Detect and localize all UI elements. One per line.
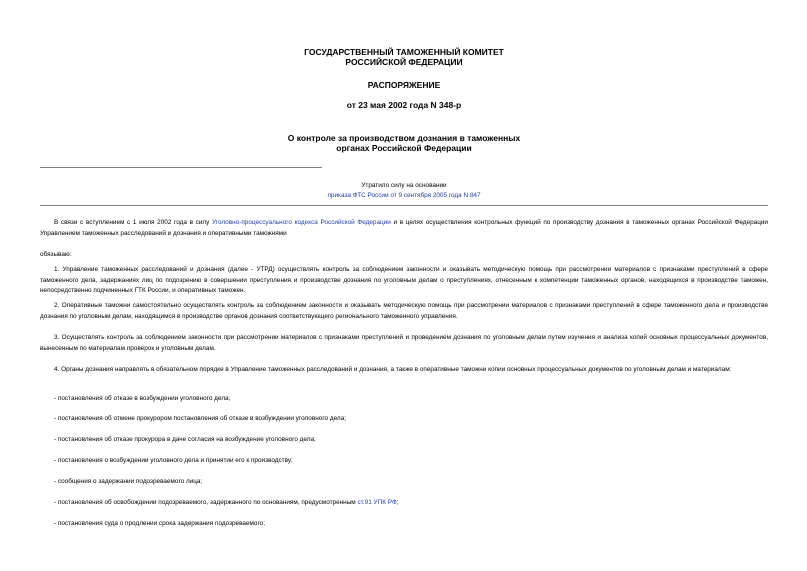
- point-2: 2. Оперативные таможни самостоятельно осуществлять контроль за соблюдением законности и оказывать методическую помощь при рассмотрении материалов с признаками преступлений в сфере таможенного дела и производстве дознания по уголовным делам, находящимся в производстве органов дознания соответствующего регионального таможенного управления.: [40, 302, 768, 320]
- committee-line-1: ГОСУДАРСТВЕННЫЙ ТАМОЖЕННЫЙ КОМИТЕТ: [304, 47, 504, 57]
- status-text: Утратило силу на основании: [361, 182, 447, 189]
- intro-before-link: В связи с вступлением с 1 июля 2002 года в силу: [54, 219, 212, 226]
- article-91-link[interactable]: ст.91 УПК РФ: [357, 499, 397, 506]
- point-3: 3. Осуществлять контроль за соблюдением законности при рассмотрении материалов с признаками преступлений и проведением дознания по уголовным делам путем изучения и анализа копий основных процессуальных документов, вынесенным по материалам проверок и уголовным делам.: [40, 334, 768, 352]
- list-item: - постановления об отмене прокурором постановления об отказе в возбуждении уголовного дела;: [54, 415, 346, 422]
- document-title: [40, 133, 768, 153]
- full-divider: [40, 205, 768, 206]
- list-item-before-link: - постановления об освобождении подозреваемого, задержанного по основаниям, предусмотренным: [54, 499, 358, 506]
- list-item: - постановления об отказе в возбуждении уголовного дела;: [54, 395, 231, 402]
- upk-link[interactable]: Уголовно-процессуального кодекса Российской Федерации: [211, 219, 391, 226]
- list-item: - постановления суда о продлении срока задержания подозреваемого;: [54, 520, 266, 527]
- status-link[interactable]: приказа ФТС России от 9 сентября 2005 года N 847: [327, 192, 481, 199]
- short-divider: [40, 167, 322, 168]
- point-1: 1. Управление таможенных расследований и дознания (далее - УТРД) осуществлять контроль за соблюдением законности и оказывать методическую помощь при рассмотрении материалов с признаками преступлений в сфере таможенного дела, задержаниях лиц по подозрению в совершении преступления и производстве дознания по уголовным делам о преступлениях, отнесенным к компетенции таможенных органов, находящихся в производстве таможен, непосредственно подчиненных ГТК России, и оперативных таможен.: [40, 266, 768, 294]
- title-line-2: органах Российской Федерации: [336, 143, 472, 153]
- list-item-with-link: [54, 498, 768, 508]
- intro-after-link: и в целях осуществления контрольных функций по производству дознания в таможенных органах Российской Федерации Управлением таможенных расследований и дознания и оперативными таможнями: [40, 219, 768, 237]
- doc-type: РАСПОРЯЖЕНИЕ: [367, 80, 441, 90]
- list-item: - сообщения о задержании подозреваемого лица;: [54, 478, 203, 485]
- doc-date: от 23 мая 2002 года N 348-р: [346, 100, 462, 110]
- list-item-after-link: ;: [396, 499, 399, 506]
- title-line-1: О контроле за производством дознания в таможенных: [287, 133, 521, 143]
- intro-paragraph: [40, 218, 768, 239]
- list-item: - постановления о возбуждении уголовного дела и принятии его к производству;: [54, 457, 293, 464]
- obligate-text: обязываю:: [40, 251, 72, 258]
- committee-line-2: РОССИЙСКОЙ ФЕДЕРАЦИИ: [345, 57, 463, 67]
- point-4: 4. Органы дознания направлять в обязательном порядке в Управление таможенных расследований и дознания, а также в оперативные таможни копии основных процессуальных документов по уголовным делам и материалам:: [54, 366, 732, 373]
- list-item: - постановления об отказе прокурора в даче согласия на возбуждение уголовного дела;: [54, 436, 316, 443]
- status-block: [40, 181, 768, 201]
- document-header: [40, 47, 768, 67]
